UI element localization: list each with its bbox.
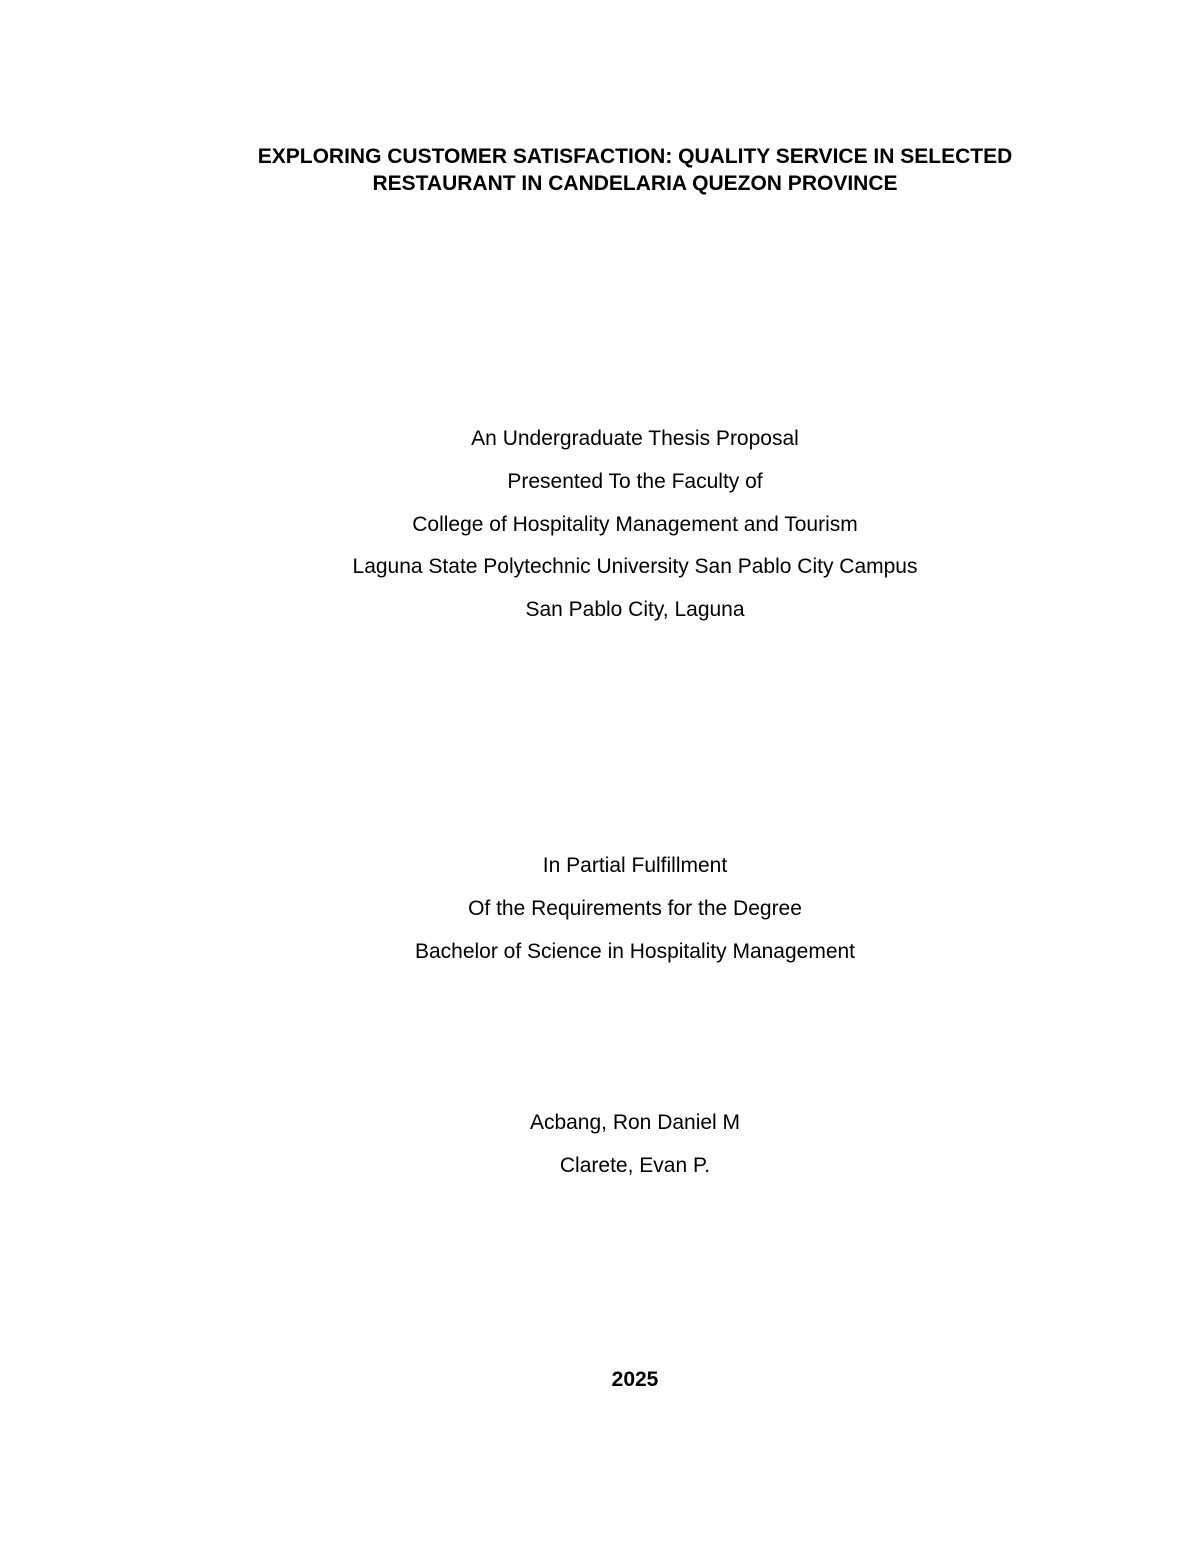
fulfillment-line: Bachelor of Science in Hospitality Management: [414, 940, 856, 963]
proposal-line: College of Hospitality Management and Tourism: [412, 513, 858, 536]
proposal-line: Laguna State Polytechnic University San Pablo City Campus: [352, 555, 918, 578]
author: Clarete, Evan P.: [559, 1154, 711, 1177]
proposal-line: San Pablo City, Laguna: [525, 598, 745, 621]
proposal-line: Presented To the Faculty of: [507, 470, 763, 493]
fulfillment-line: Of the Requirements for the Degree: [468, 897, 802, 920]
author: Acbang, Ron Daniel M: [529, 1111, 741, 1134]
year: 2025: [611, 1368, 659, 1391]
thesis-title: EXPLORING CUSTOMER SATISFACTION: QUALITY SERVICE IN SELECTED RESTAURANT IN CANDELARIA QUEZON PROVINCE: [257, 145, 1013, 195]
fulfillment-line: In Partial Fulfillment: [542, 854, 728, 877]
proposal-line: An Undergraduate Thesis Proposal: [471, 427, 799, 450]
